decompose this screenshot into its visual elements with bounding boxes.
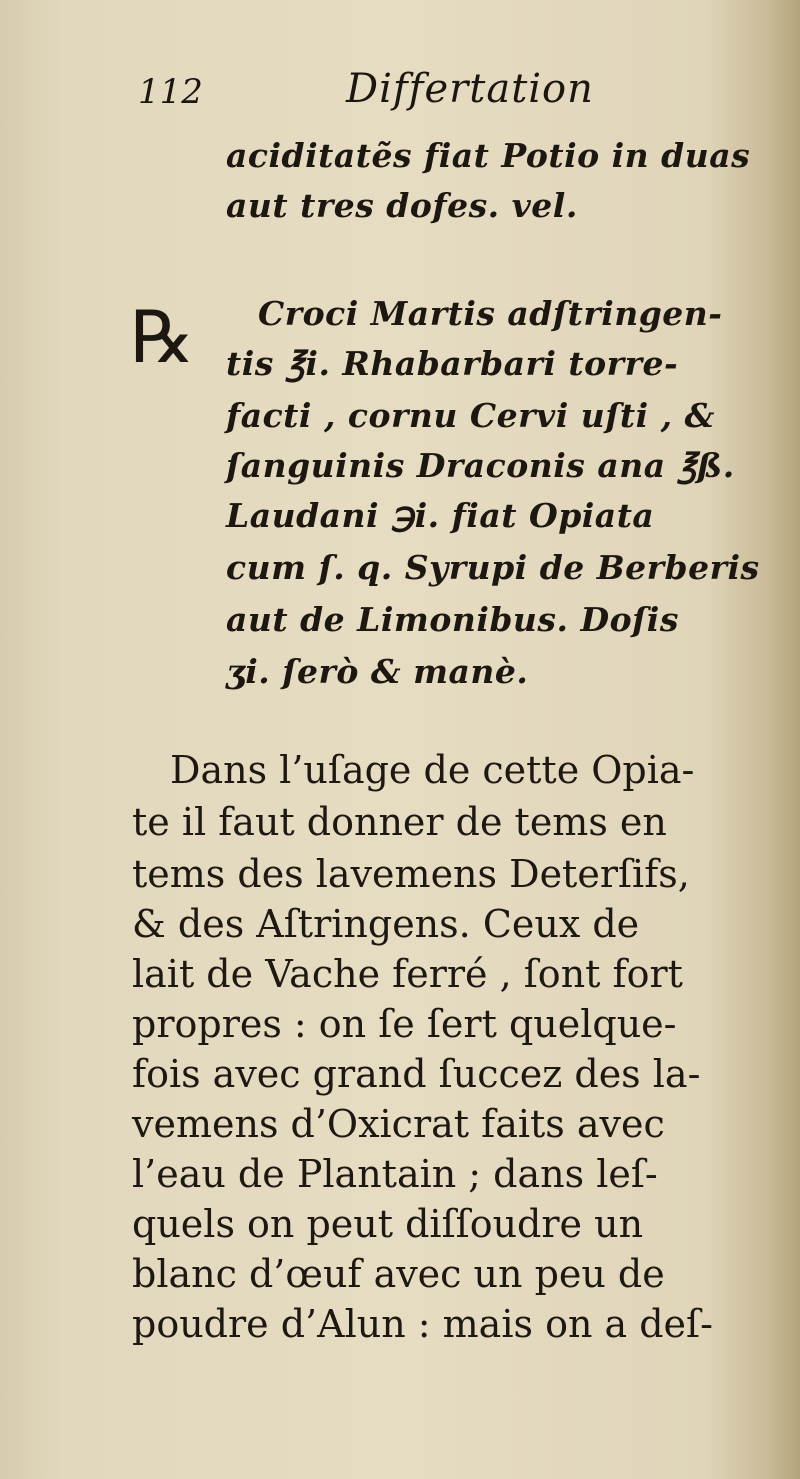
paragraph-line: & des Aſtringens. Ceux de [132, 902, 640, 946]
paragraph-line: tems des lavemens Deterſifs, [132, 852, 690, 896]
running-title: Differtation [346, 66, 594, 112]
paragraph-line: te il faut donner de tems en [132, 800, 667, 844]
prescription-line: Laudani ℈i. fiat Opiata [226, 496, 655, 535]
prescription-line: tis ℥i. Rhabarbari torre- [226, 344, 679, 383]
paragraph-line: quels on peut diſſoudre un [132, 1202, 644, 1246]
page-header [138, 66, 598, 122]
intro-line: aut tres dofes. vel. [226, 186, 578, 225]
paragraph-line: poudre d’Alun : mais on a deſ- [132, 1302, 713, 1346]
paragraph-line: blanc d’œuf avec un peu de [132, 1252, 665, 1296]
page-number: 112 [138, 72, 203, 112]
paragraph-line: lait de Vache ferré , ſont fort [132, 952, 683, 996]
prescription-line: ʒi. ſerò & manè. [226, 652, 529, 691]
paragraph-line: vemens d’Oxicrat faits avec [132, 1102, 665, 1146]
recipe-icon: ℞ [130, 295, 195, 379]
paragraph-line: Dans l’uſage de cette Opia- [170, 748, 695, 792]
paragraph-line: l’eau de Plantain ; dans leſ- [132, 1152, 658, 1196]
paragraph-line: fois avec grand ſuccez des la- [132, 1052, 701, 1096]
prescription-line: ſanguinis Draconis ana ℥ß. [226, 446, 735, 485]
prescription-line: Croci Martis adſtringen- [258, 294, 723, 333]
prescription-line: cum ſ. q. Syrupi de Berberis [226, 548, 760, 587]
prescription-line: aut de Limonibus. Doſis [226, 600, 679, 639]
paragraph-line: propres : on ſe ſert quelque- [132, 1002, 677, 1046]
prescription-line: facti , cornu Cervi uſti , & [226, 396, 715, 435]
intro-line: aciditatẽs fiat Potio in duas [226, 136, 751, 175]
